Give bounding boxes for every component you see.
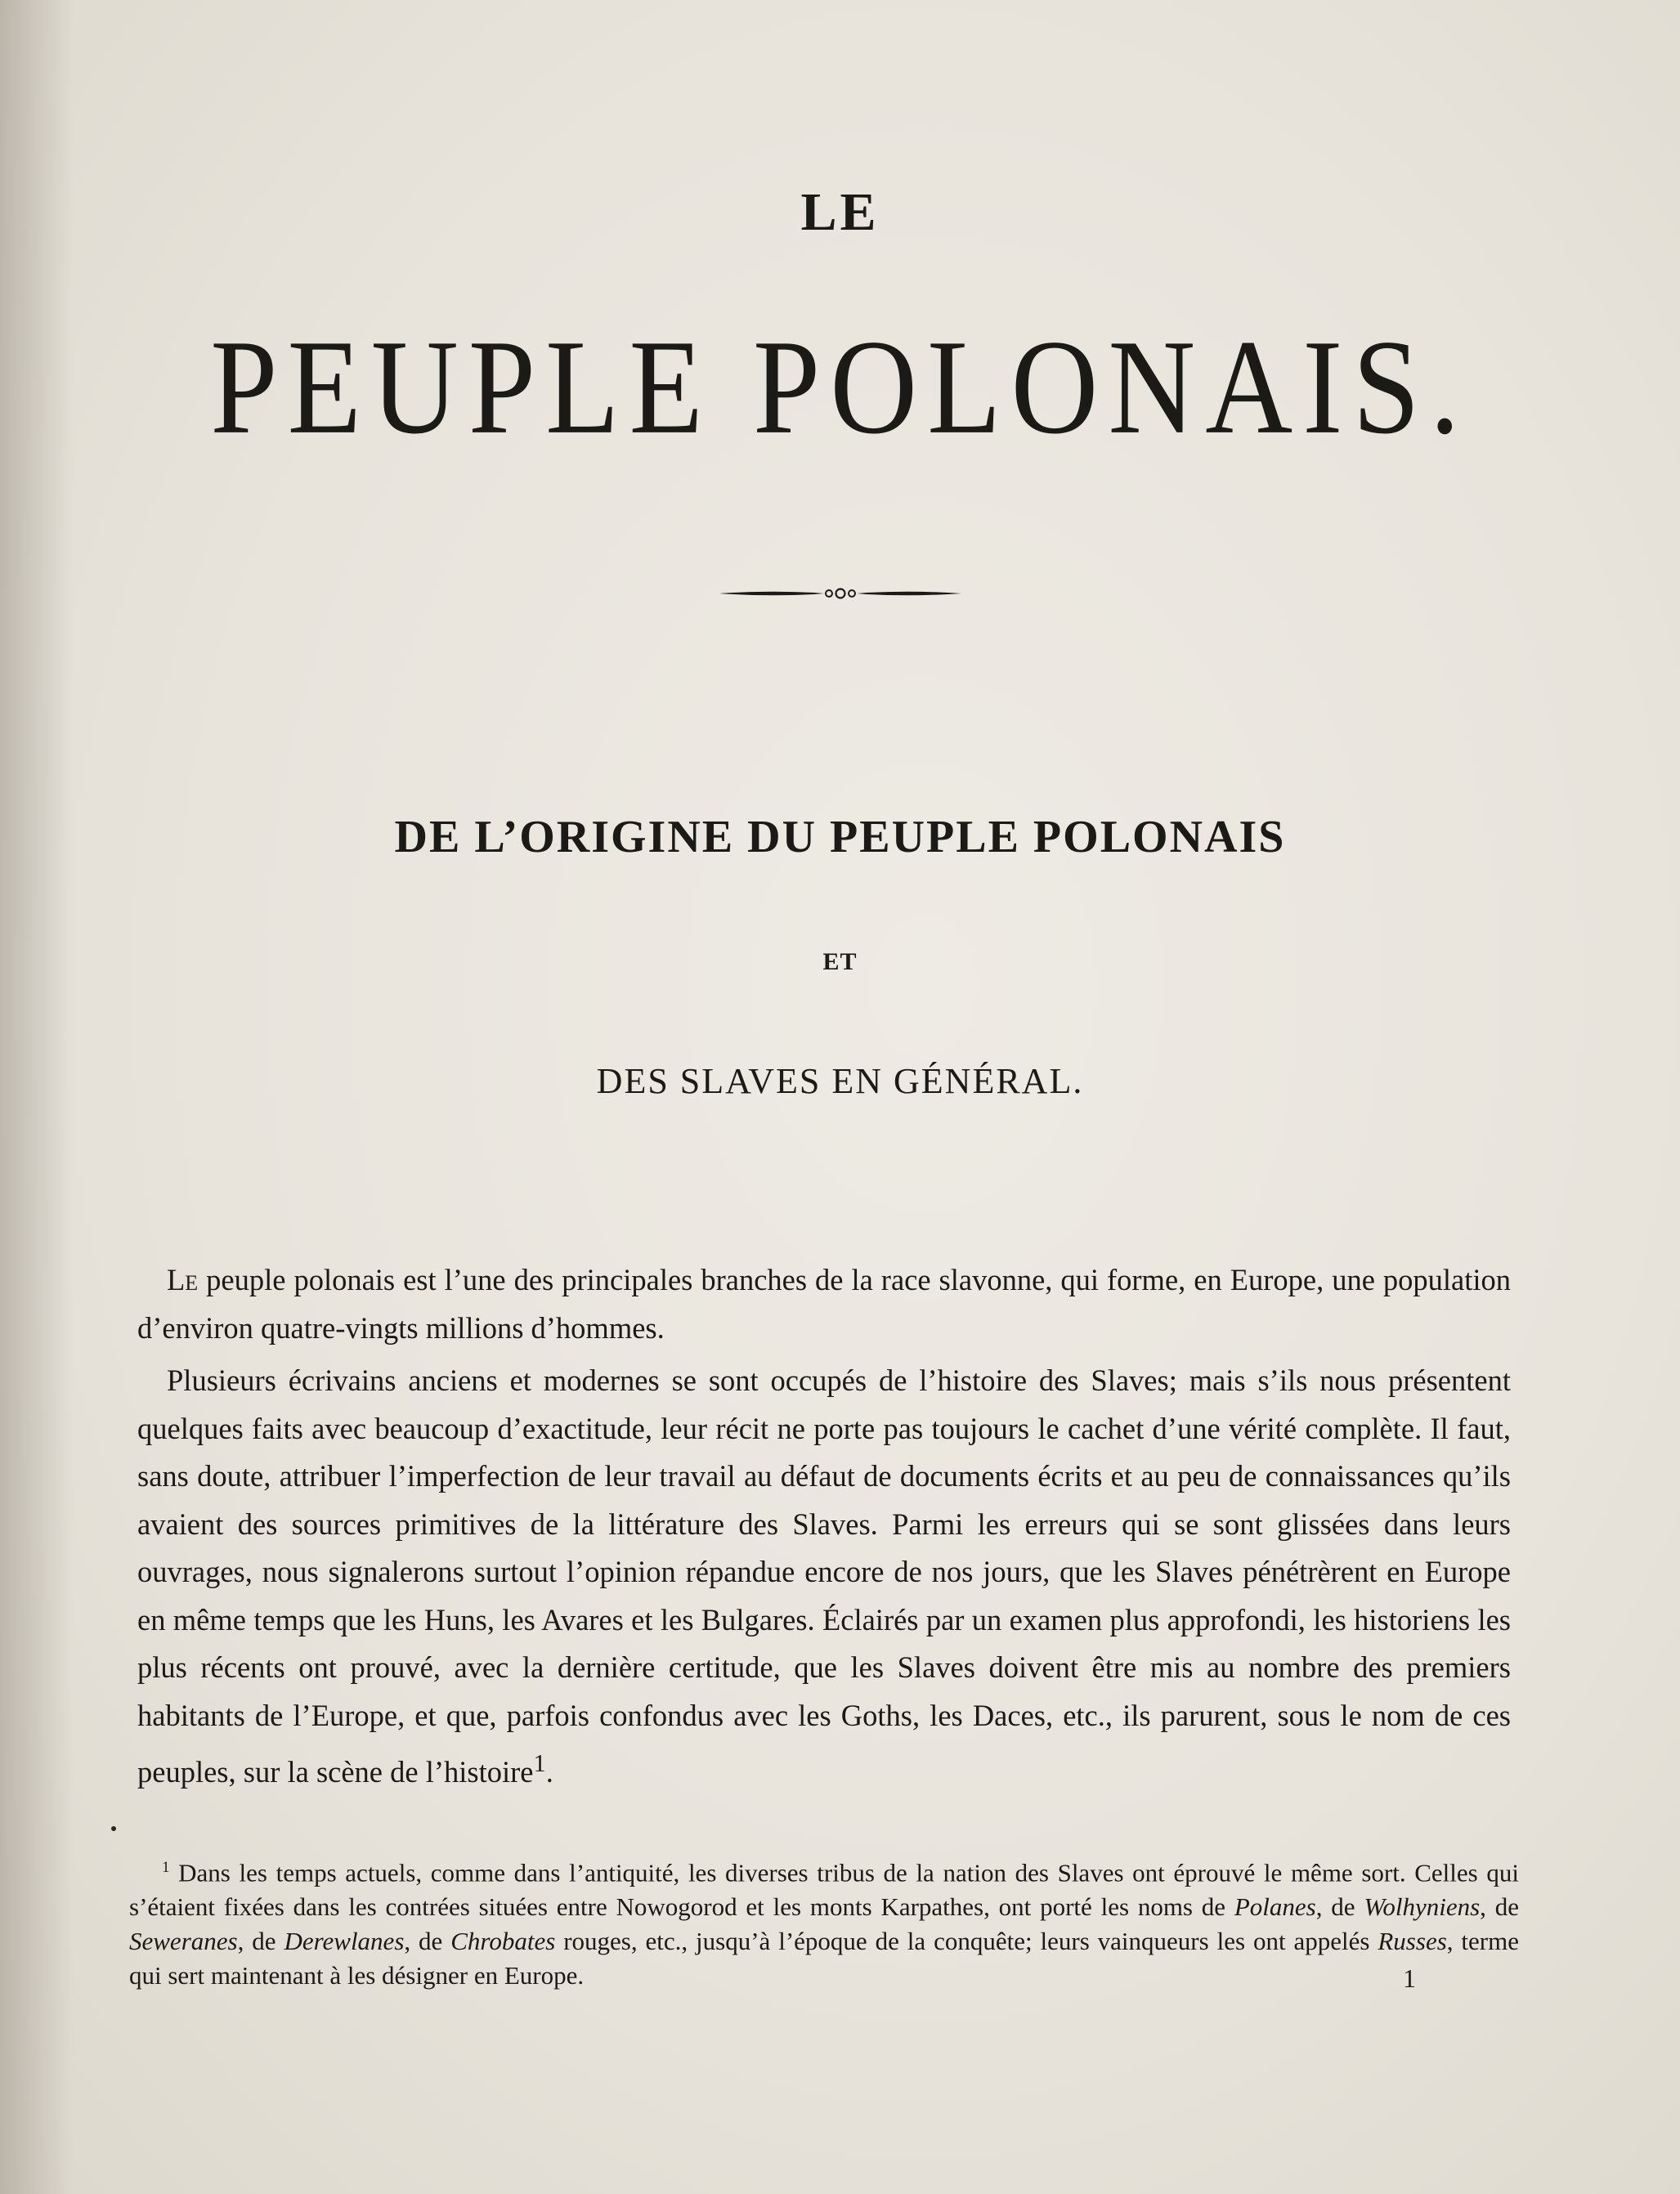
footnote-text: , de [237, 1927, 284, 1956]
footnote-mark: 1 [162, 1859, 170, 1876]
footnote-text: Dans les temps actuels, comme dans l’antiquité, les diverses tribus de la nation des Slaves ont éprouvé le même sort. Celles qui s’étaient fixées dans les contrées situées entre Nowogorod et les monts Karpathes, ont porté les noms de [129, 1858, 1519, 1922]
paragraph-lead: Le [167, 1263, 199, 1296]
footnote-italic: Chrobates [450, 1927, 556, 1956]
page-number: 1 [1403, 1963, 1416, 1993]
paragraph-2-text: Plusieurs écrivains anciens et modernes se sont occupés de l’histoire des Slaves; mais s’ils nous présentent quelques faits avec beaucoup d’exactitude, leur récit ne porte pas toujours le cachet d’une vérité complète. Il faut, sans doute, attribuer l’imperfection de leur travail au défaut de documents écrits et au peu de connaissances qu’ils avaient des sources primitives de la littérature des Slaves. Parmi les erreurs qui se sont glissées dans leurs ouvrages, nous signalerons surtout l’opinion répandue encore de nos jours, que les Slaves pénétrèrent en Europe en même temps que les Huns, les Avares et les Bulgares. Éclairés par un examen plus approfondi, les historiens les plus récents ont prouvé, avec la dernière certitude, que les Slaves doivent être mis au nombre des premiers habitants de l’Europe, et que, parfois confondus avec les Goths, les Daces, etc., ils parurent, sous le nom de ces peuples, sur la scène de l’histoire [137, 1363, 1511, 1789]
footnote-italic: Seweranes [129, 1927, 238, 1956]
footnote-text: rouges, etc., jusqu’à l’époque de la conquête; leurs vainqueurs les ont appelés [555, 1927, 1378, 1956]
paragraph-2: Plusieurs écrivains anciens et modernes se sont occupés de l’histoire des Slaves; mais s’ils nous présentent quelques faits avec beaucoup d’exactitude, leur récit ne porte pas toujours le cachet d’une vérité complète. Il faut, sans doute, attribuer l’imperfection de leur travail au défaut de documents écrits et au peu de connaissances qu’ils avaient des sources primitives de la littérature des Slaves. Parmi les erreurs qui se sont glissées dans leurs ouvrages, nous signalerons surtout l’opinion répandue encore de nos jours, que les Slaves pénétrèrent en Europe en même temps que les Huns, les Avares et les Bulgares. Éclairés par un examen plus approfondi, les historiens les plus récents ont prouvé, avec la dernière certitude, que les Slaves doivent être mis au nombre des premiers habitants de l’Europe, et que, parfois confondus avec les Goths, les Daces, etc., ils parurent, sous le nom de ces peuples, sur la scène de l’histoire$^1$. [137, 1363, 1511, 1789]
footnote-text: , de [404, 1927, 451, 1956]
chapter-heading: DE L’ORIGINE DU PEUPLE POLONAIS [394, 812, 1286, 862]
footnote-italic: Wolhyniens [1364, 1892, 1481, 1922]
ornamental-rule-icon [0, 582, 1680, 605]
footnote-reference: 1 [533, 1749, 546, 1777]
body-text [137, 1256, 1511, 1797]
footnote-text: , de [1315, 1892, 1364, 1922]
chapter-heading-conjunction: ET [822, 948, 858, 975]
footnote [129, 1851, 1519, 1993]
page-title: PEUPLE POLONAIS. [210, 312, 1470, 463]
chapter-subheading: DES SLAVES EN GÉNÉRAL. [596, 1061, 1084, 1101]
paragraph-1-text: peuple polonais est l’une des principales branches de la race slavonne, qui forme, en Europe, une population d’environ quatre-vingts millions d’hommes. [137, 1263, 1511, 1345]
paragraph-1 [137, 1256, 1511, 1352]
footnote-text: , de [1480, 1892, 1519, 1922]
title-article: LE [800, 182, 880, 242]
footnote-italic: Derewlanes [284, 1927, 405, 1956]
footnote-italic: Russes [1378, 1927, 1447, 1956]
ink-dot [111, 1826, 116, 1831]
footnote-text: , terme qui sert maintenant à les désigner en Europe. [129, 1927, 1520, 1990]
footnote-italic: Polanes [1234, 1892, 1316, 1922]
